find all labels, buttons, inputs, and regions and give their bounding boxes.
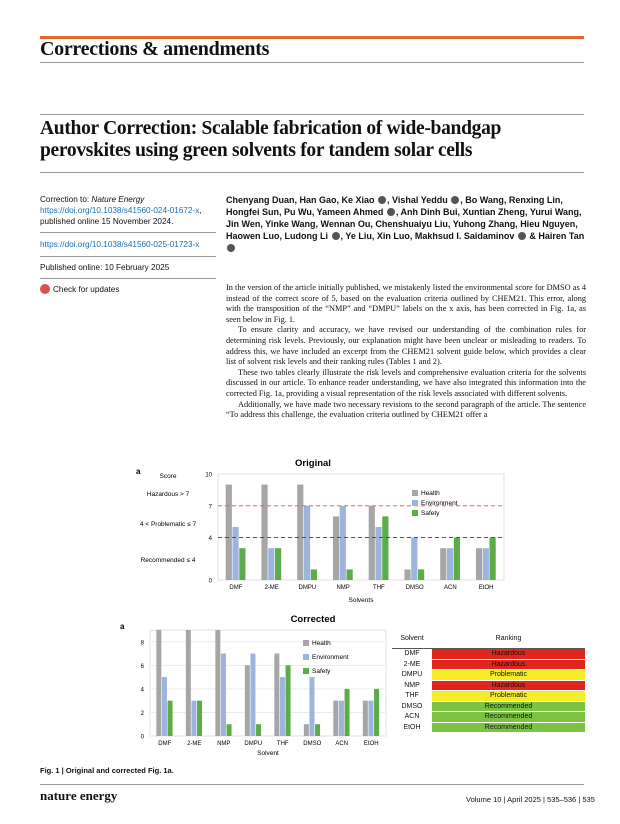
plot-area bbox=[218, 474, 504, 580]
solvent-cell: DMF bbox=[404, 650, 420, 658]
bar-safety bbox=[168, 701, 173, 736]
divider bbox=[40, 278, 216, 279]
table-row bbox=[392, 701, 585, 712]
plot-area bbox=[150, 630, 386, 736]
bar-environment bbox=[280, 677, 285, 736]
divider bbox=[40, 256, 216, 257]
y-tick-label: 0 bbox=[140, 734, 144, 741]
x-tick-label: DMF bbox=[158, 741, 172, 747]
correction-note bbox=[40, 194, 220, 227]
bar-environment bbox=[232, 527, 238, 580]
check-updates-icon bbox=[40, 284, 50, 294]
solvent-cell: EtOH bbox=[403, 723, 421, 731]
author-list bbox=[226, 194, 586, 254]
figure-caption: Fig. 1 | Original and corrected Fig. 1a. bbox=[40, 766, 174, 775]
bar-health bbox=[156, 630, 161, 736]
solvent-cell: ACN bbox=[404, 713, 420, 720]
x-tick-label: DMPU bbox=[244, 741, 263, 747]
legend-label: Safety bbox=[312, 668, 331, 675]
bar-environment bbox=[375, 527, 381, 580]
threshold-label: Hazardous > 7 bbox=[146, 491, 190, 498]
x-tick-label: EtOH bbox=[363, 741, 379, 747]
check-for-updates-button[interactable] bbox=[40, 284, 119, 294]
x-tick-label: DMSO bbox=[303, 741, 322, 747]
article-body bbox=[226, 283, 586, 421]
legend-swatch bbox=[412, 500, 418, 506]
chart-title: Corrected bbox=[290, 614, 336, 625]
original-publication-date: , published online 15 November 2024. bbox=[40, 206, 202, 226]
section-title: Corrections & amendments bbox=[40, 38, 270, 60]
y-tick-label: 7 bbox=[208, 504, 212, 511]
bar-environment bbox=[162, 677, 167, 736]
divider bbox=[40, 114, 584, 115]
bar-safety bbox=[347, 569, 353, 580]
threshold-label: Recommended ≤ 4 bbox=[140, 557, 196, 564]
published-online-date: Published online: 10 February 2025 bbox=[40, 263, 170, 272]
x-tick-label: DMSO bbox=[405, 585, 424, 591]
x-tick-label: NMP bbox=[336, 585, 350, 591]
orcid-icon[interactable] bbox=[332, 232, 340, 240]
y-tick-label: 6 bbox=[140, 663, 144, 670]
x-tick-label: EtOH bbox=[478, 585, 494, 591]
legend-swatch bbox=[412, 510, 418, 516]
table-row bbox=[392, 691, 585, 702]
correction-doi-link[interactable]: https://doi.org/10.1038/s41560-025-01723-x bbox=[40, 240, 200, 249]
author-text: , Ye Liu, Xin Luo, Makhsud I. Saidaminov bbox=[340, 231, 515, 241]
bar-safety bbox=[382, 516, 388, 580]
table-row bbox=[392, 712, 585, 723]
panel-label: a bbox=[120, 622, 125, 631]
threshold-label: 4 < Problematic ≤ 7 bbox=[139, 521, 197, 528]
original-doi-link[interactable]: https://doi.org/10.1038/s41560-024-01672-x bbox=[40, 206, 200, 215]
legend-label: Safety bbox=[421, 510, 440, 517]
y-axis-label: Score bbox=[159, 473, 177, 480]
y-tick-label: 8 bbox=[140, 640, 144, 647]
bar-environment bbox=[309, 677, 314, 736]
x-tick-label: DMPU bbox=[298, 585, 317, 591]
legend-label: Environment bbox=[312, 654, 349, 661]
orcid-icon[interactable] bbox=[518, 232, 526, 240]
bar-health bbox=[440, 548, 446, 580]
y-tick-label: 4 bbox=[140, 687, 144, 694]
author-text: , Anh Dinh Bui, Xuntian Zheng, Yurui Wang, Jin Wen, Yinke Wang, Wennan Ou, Chenshuaiyu Liu, Yuhong Zhang, Hieu Nguyen, Haowen Luo, Ludong Li bbox=[226, 207, 582, 241]
table-row bbox=[392, 659, 585, 670]
journal-name: Nature Energy bbox=[91, 195, 145, 204]
orcid-icon[interactable] bbox=[378, 196, 386, 204]
divider bbox=[40, 784, 584, 785]
ranking-cell: Hazardous bbox=[432, 680, 585, 691]
author-text: Chenyang Duan, Han Gao, Ke Xiao bbox=[226, 195, 375, 205]
body-paragraph: Additionally, we have made two necessary revisions to the second paragraph of the article. The sentence “To address this challenge, the evaluation criteria outlined by CHEM21 offer a bbox=[226, 399, 586, 420]
bar-environment bbox=[339, 701, 344, 736]
volume-info: Volume 10 | April 2025 | 535–536 | 535 bbox=[466, 795, 595, 804]
divider bbox=[40, 232, 216, 233]
check-updates-label: Check for updates bbox=[53, 285, 120, 294]
orcid-icon[interactable] bbox=[227, 244, 235, 252]
x-tick-label: THF bbox=[276, 741, 289, 747]
journal-brand: nature energy bbox=[40, 788, 118, 803]
x-tick-label: DMF bbox=[229, 585, 243, 591]
solvent-cell: DMSO bbox=[401, 702, 423, 710]
article-title: Author Correction: Scalable fabrication of wide-bandgap perovskites using green solvents for tandem solar cells bbox=[40, 118, 502, 161]
bar-health bbox=[226, 485, 232, 580]
bar-safety bbox=[345, 689, 350, 736]
bar-environment bbox=[268, 548, 274, 580]
x-tick-label: ACN bbox=[335, 741, 349, 747]
bar-health bbox=[245, 665, 250, 736]
bar-health bbox=[215, 630, 220, 736]
legend-label: Environment bbox=[421, 500, 458, 507]
x-tick-label: NMP bbox=[217, 741, 231, 747]
y-tick-label: 0 bbox=[208, 578, 212, 585]
bar-safety bbox=[374, 689, 379, 736]
bar-environment bbox=[483, 548, 489, 580]
x-axis-label: Solvents bbox=[348, 597, 374, 604]
orcid-icon[interactable] bbox=[451, 196, 459, 204]
chart-title: Original bbox=[295, 458, 331, 469]
author-text: & Hairen Tan bbox=[526, 231, 585, 241]
ranking-cell: Problematic bbox=[432, 691, 585, 702]
bar-environment bbox=[191, 701, 196, 736]
legend-label: Health bbox=[312, 640, 331, 647]
bar-environment bbox=[411, 538, 417, 580]
bar-safety bbox=[227, 724, 232, 736]
orcid-icon[interactable] bbox=[387, 208, 395, 216]
bar-safety bbox=[490, 538, 496, 580]
legend-swatch bbox=[303, 654, 309, 660]
bar-safety bbox=[454, 538, 460, 580]
bar-health bbox=[186, 630, 191, 736]
x-tick-label: THF bbox=[373, 585, 385, 591]
bar-safety bbox=[418, 569, 424, 580]
legend-swatch bbox=[303, 640, 309, 646]
divider bbox=[40, 62, 584, 63]
divider bbox=[40, 172, 584, 173]
bar-environment bbox=[221, 654, 226, 736]
body-paragraph: These two tables clearly illustrate the risk levels and comprehensive evaluation criteria for the solvents discussed in our article. To enhance reader understanding, we have also integrated this information into the corrected Fig. 1a, providing a visual representation of the risk levels associated with different solvents. bbox=[226, 367, 586, 398]
corrected-chart bbox=[0, 612, 400, 762]
bar-safety bbox=[286, 665, 291, 736]
bar-health bbox=[297, 485, 303, 580]
panel-label: a bbox=[136, 467, 141, 476]
table-header-row bbox=[392, 630, 585, 649]
original-chart bbox=[0, 452, 620, 612]
bar-health bbox=[333, 516, 339, 580]
bar-health bbox=[304, 724, 309, 736]
solvent-cell: DMPU bbox=[401, 671, 423, 678]
table-row bbox=[392, 680, 585, 691]
bar-safety bbox=[315, 724, 320, 736]
solvent-cell: 2-ME bbox=[403, 660, 421, 668]
x-tick-label: ACN bbox=[444, 585, 457, 591]
x-tick-label: 2-ME bbox=[187, 741, 202, 747]
bar-safety bbox=[239, 548, 245, 580]
bar-safety bbox=[275, 548, 281, 580]
legend-swatch bbox=[412, 490, 418, 496]
ranking-cell: Recommended bbox=[432, 722, 585, 733]
ranking-cell: Recommended bbox=[432, 712, 585, 723]
bar-health bbox=[261, 485, 267, 580]
y-tick-label: 2 bbox=[140, 710, 144, 717]
solvent-cell: NMP bbox=[404, 681, 420, 689]
bar-environment bbox=[447, 548, 453, 580]
y-tick-label: 4 bbox=[208, 536, 212, 543]
x-axis-label: Solvent bbox=[257, 750, 279, 757]
body-paragraph: To ensure clarity and accuracy, we have revised our understanding of the combination rules for determining risk levels. Previously, our explanation might have been unclear or misleading to readers. To address this, we have included an excerpt from the CHEM21 solvent guide below, which provides a clear list of solvent risk levels and their ranking rules (Tables 1 and 2). bbox=[226, 325, 586, 367]
ranking-cell: Hazardous bbox=[432, 649, 585, 660]
y-tick-label: 10 bbox=[205, 472, 212, 479]
bar-health bbox=[333, 701, 338, 736]
table-row bbox=[392, 649, 585, 660]
bar-safety bbox=[256, 724, 261, 736]
ranking-cell: Problematic bbox=[432, 670, 585, 681]
bar-environment bbox=[304, 506, 310, 580]
author-text: , Bo Wang, Renxing Lin, Hongfei Sun, Pu Wu, Yameen Ahmed bbox=[226, 195, 563, 217]
bar-environment bbox=[340, 506, 346, 580]
bar-health bbox=[363, 701, 368, 736]
bar-health bbox=[369, 506, 375, 580]
column-header: Ranking bbox=[495, 635, 522, 643]
ranking-cell: Recommended bbox=[432, 701, 585, 712]
bar-safety bbox=[311, 569, 317, 580]
bar-health bbox=[274, 654, 279, 736]
column-header: Solvent bbox=[400, 635, 424, 643]
solvent-cell: THF bbox=[405, 692, 419, 699]
bar-safety bbox=[197, 701, 202, 736]
bar-health bbox=[476, 548, 482, 580]
ranking-table bbox=[392, 630, 585, 733]
table-row bbox=[392, 722, 585, 733]
bar-health bbox=[404, 569, 410, 580]
bar-environment bbox=[368, 701, 373, 736]
legend-label: Health bbox=[421, 490, 440, 497]
ranking-cell: Hazardous bbox=[432, 659, 585, 670]
legend-swatch bbox=[303, 668, 309, 674]
author-text: , Vishal Yeddu bbox=[387, 195, 448, 205]
body-paragraph: In the version of the article initially published, we mistakenly listed the environmental score for DMSO as 4 instead of the correct score of 5, based on the evaluation criteria outlined by CHEM21. This error, along with the transposition of the “NMP” and “DMPU” labels on the x axis, has been corrected in Fig. 1a, as seen below in Fig. 1. bbox=[226, 283, 586, 324]
bar-environment bbox=[250, 654, 255, 736]
x-tick-label: 2-ME bbox=[264, 585, 279, 591]
table-row bbox=[392, 670, 585, 681]
correction-to-label: Correction to: bbox=[40, 195, 92, 204]
